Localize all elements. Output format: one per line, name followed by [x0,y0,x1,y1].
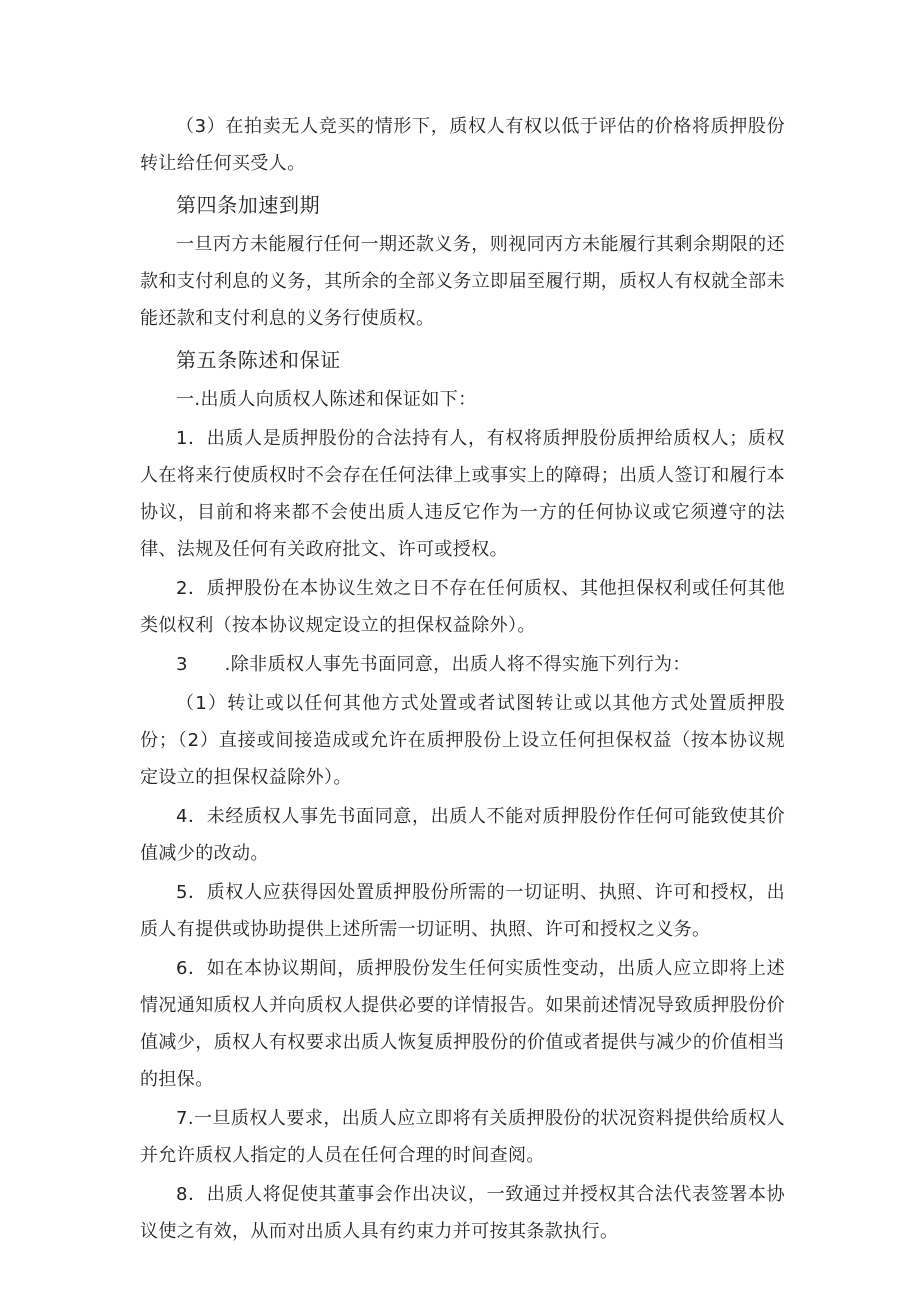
paragraph-item-1: 1．出质人是质押股份的合法持有人，有权将质押股份质押给质权人；质权人在将来行使质权时不会存在任何法律上或事实上的障碍；出质人签订和履行本协议，目前和将来都不会使出质人违反它作为一方的任何协议或它须遵守的法律、法规及任何有关政府批文、许可或授权。 [140,428,785,560]
paragraph-item-7: 7.一旦质权人要求，出质人应立即将有关质押股份的状况资料提供给质权人并允许质权人指定的人员在任何合理的时间查阅。 [140,1108,785,1166]
paragraph-item-5: 5．质权人应获得因处置质押股份所需的一切证明、执照、许可和授权，出质人有提供或协助提供上述所需一切证明、执照、许可和授权之义务。 [140,882,785,940]
heading-article-5: 第五条陈述和保证 [176,348,341,372]
paragraph-representations-intro: 一.出质人向质权人陈述和保证如下： [176,389,477,410]
heading-article-4: 第四条加速到期 [176,193,321,217]
paragraph-item-8: 8．出质人将促使其董事会作出决议，一致通过并授权其合法代表签署本协议使之有效，从而对出质人具有约束力并可按其条款执行。 [140,1184,785,1242]
paragraph-item-4: 4．未经质权人事先书面同意，出质人不能对质押股份作任何可能致使其价值减少的改动。 [140,806,785,864]
paragraph-auction-clause: （3）在拍卖无人竞买的情形下，质权人有权以低于评估的价格将质押股份转让给任何买受人。 [140,116,785,174]
paragraph-item-3: 3 .除非质权人事先书面同意，出质人将不得实施下列行为： [176,654,691,675]
document-body [140,108,785,1252]
paragraph-item-6: 6．如在本协议期间，质押股份发生任何实质性变动，出质人应立即将上述情况通知质权人并向质权人提供必要的详情报告。如果前述情况导致质押股份价值减少，质权人有权要求出质人恢复质押股份的价值或者提供与减少的价值相当的担保。 [140,958,785,1090]
paragraph-acceleration: 一旦丙方未能履行任何一期还款义务，则视同丙方未能履行其剩余期限的还款和支付利息的义务，其所余的全部义务立即届至履行期，质权人有权就全部未能还款和支付利息的义务行使质权。 [140,234,785,329]
paragraph-item-2: 2．质押股份在本协议生效之日不存在任何质权、其他担保权利或任何其他类似权利（按本协议规定设立的担保权益除外）。 [140,578,785,636]
paragraph-item-3-subitems: （1）转让或以任何其他方式处置或者试图转让或以其他方式处置质押股份；（2）直接或间接造成或允许在质押股份上设立任何担保权益（按本协议规定设立的担保权益除外）。 [140,693,785,788]
